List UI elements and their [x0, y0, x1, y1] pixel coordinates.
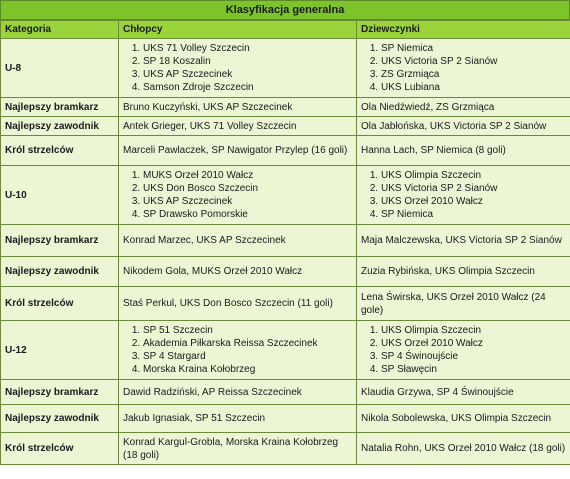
header-boys: Chłopcy	[119, 21, 357, 39]
boys-ranking	[119, 321, 357, 380]
list-item: 4. UKS Lubiana	[381, 81, 566, 94]
table-row	[1, 117, 570, 136]
award-label: Najlepszy bramkarz	[1, 98, 119, 117]
list-item: 4. SP Sławęcin	[381, 363, 566, 376]
table-row	[1, 405, 570, 433]
girls-award: Lena Świrska, UKS Orzeł 2010 Wałcz (24 gole)	[357, 287, 570, 321]
boys-award: Konrad Kargul-Grobla, Morska Kraina Kołobrzeg (18 goli)	[119, 433, 357, 465]
list-item: 1. SP Niemica	[381, 42, 566, 55]
boys-award: Staś Perkul, UKS Don Bosco Szczecin (11 goli)	[119, 287, 357, 321]
boys-ranking	[119, 39, 357, 98]
girls-ranking	[357, 166, 570, 225]
award-label: Najlepszy zawodnik	[1, 405, 119, 433]
list-item: 1. UKS 71 Volley Szczecin	[143, 42, 352, 55]
boys-award: Antek Grieger, UKS 71 Volley Szczecin	[119, 117, 357, 136]
list-item: 1. SP 51 Szczecin	[143, 324, 352, 337]
boys-award: Konrad Marzec, UKS AP Szczecinek	[119, 225, 357, 257]
girls-award: Maja Malczewska, UKS Victoria SP 2 Sianów	[357, 225, 570, 257]
list-item: 3. SP 4 Świnoujście	[381, 350, 566, 363]
girls-award: Ola Niedźwiedź, ZS Grzmiąca	[357, 98, 570, 117]
table-row	[1, 287, 570, 321]
boys-award: Nikodem Gola, MUKS Orzeł 2010 Wałcz	[119, 257, 357, 287]
list-item: 4. Samson Zdroje Szczecin	[143, 81, 352, 94]
table-row	[1, 321, 570, 380]
list-item: 3. ZS Grzmiąca	[381, 68, 566, 81]
table-row	[1, 98, 570, 117]
list-item: 1. UKS Olimpia Szczecin	[381, 169, 566, 182]
award-label: Najlepszy bramkarz	[1, 380, 119, 405]
boys-award: Dawid Radziński, AP Reissa Szczecinek	[119, 380, 357, 405]
list-item: 3. SP 4 Stargard	[143, 350, 352, 363]
category-cell: U-8	[1, 39, 119, 98]
list-item: 3. UKS Orzeł 2010 Wałcz	[381, 195, 566, 208]
boys-award: Marceli Pawlaczek, SP Nawigator Przylep (16 goli)	[119, 136, 357, 166]
list-item: 2. UKS Victoria SP 2 Sianów	[381, 55, 566, 68]
header-row	[1, 21, 570, 39]
boys-award: Bruno Kuczyński, UKS AP Szczecinek	[119, 98, 357, 117]
table-row	[1, 166, 570, 225]
list-item: 3. UKS AP Szczecinek	[143, 68, 352, 81]
classification-table	[0, 20, 570, 465]
girls-award: Hanna Lach, SP Niemica (8 goli)	[357, 136, 570, 166]
header-girls: Dziewczynki	[357, 21, 570, 39]
award-label: Król strzelców	[1, 433, 119, 465]
award-label: Najlepszy zawodnik	[1, 257, 119, 287]
list-item: 4. Morska Kraina Kołobrzeg	[143, 363, 352, 376]
table-title: Klasyfikacja generalna	[0, 0, 570, 20]
award-label: Król strzelców	[1, 136, 119, 166]
award-label: Król strzelców	[1, 287, 119, 321]
list-item: 2. Akademia Piłkarska Reissa Szczecinek	[143, 337, 352, 350]
category-cell: U-10	[1, 166, 119, 225]
list-item: 2. SP 18 Koszalin	[143, 55, 352, 68]
award-label: Najlepszy bramkarz	[1, 225, 119, 257]
header-category: Kategoria	[1, 21, 119, 39]
list-item: 2. UKS Orzeł 2010 Wałcz	[381, 337, 566, 350]
girls-award: Natalia Rohn, UKS Orzeł 2010 Wałcz (18 goli)	[357, 433, 570, 465]
girls-award: Klaudia Grzywa, SP 4 Świnoujście	[357, 380, 570, 405]
table-row	[1, 225, 570, 257]
category-cell: U-12	[1, 321, 119, 380]
list-item: 2. UKS Don Bosco Szczecin	[143, 182, 352, 195]
table-row	[1, 433, 570, 465]
girls-award: Ola Jabłońska, UKS Victoria SP 2 Sianów	[357, 117, 570, 136]
table-row	[1, 136, 570, 166]
girls-award: Nikola Sobolewska, UKS Olimpia Szczecin	[357, 405, 570, 433]
girls-ranking	[357, 39, 570, 98]
list-item: 1. UKS Olimpia Szczecin	[381, 324, 566, 337]
award-label: Najlepszy zawodnik	[1, 117, 119, 136]
boys-award: Jakub Ignasiak, SP 51 Szczecin	[119, 405, 357, 433]
girls-ranking	[357, 321, 570, 380]
table-row	[1, 380, 570, 405]
boys-ranking	[119, 166, 357, 225]
list-item: 1. MUKS Orzeł 2010 Wałcz	[143, 169, 352, 182]
list-item: 4. SP Drawsko Pomorskie	[143, 208, 352, 221]
girls-award: Zuzia Rybińska, UKS Olimpia Szczecin	[357, 257, 570, 287]
list-item: 3. UKS AP Szczecinek	[143, 195, 352, 208]
table-row	[1, 39, 570, 98]
table-row	[1, 257, 570, 287]
list-item: 2. UKS Victoria SP 2 Sianów	[381, 182, 566, 195]
list-item: 4. SP Niemica	[381, 208, 566, 221]
